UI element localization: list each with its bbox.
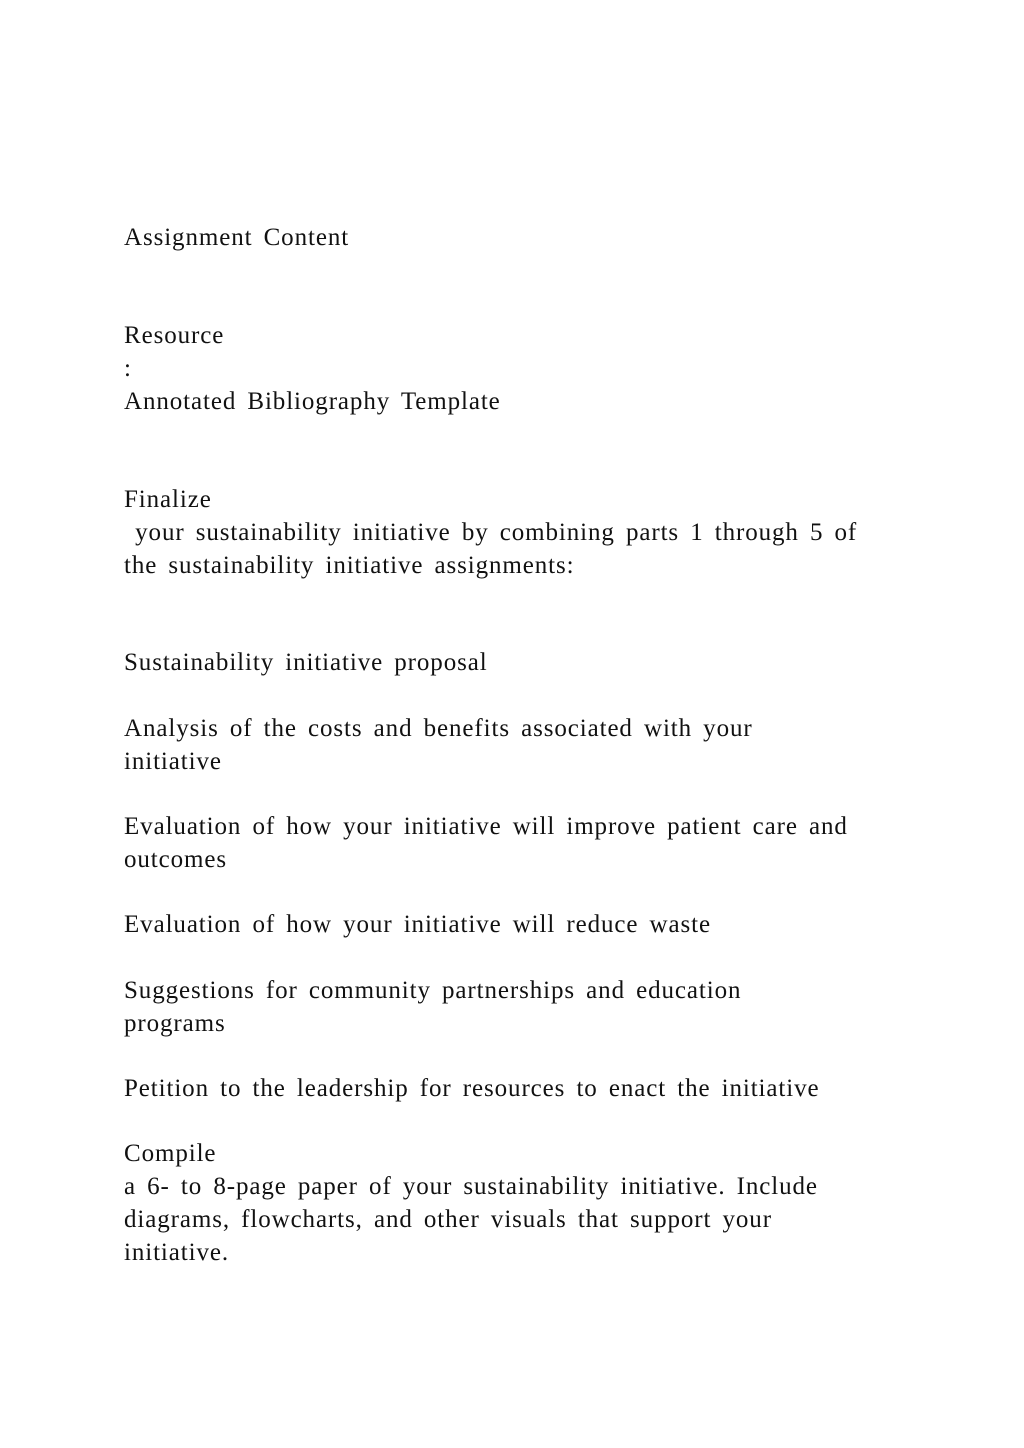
- finalize-text-line-1: your sustainability initiative by combining parts 1 through 5 of: [124, 519, 858, 546]
- resource-label: Resource: [124, 322, 225, 349]
- resource-separator: :: [124, 355, 132, 382]
- resource-link[interactable]: Annotated Bibliography Template: [124, 388, 501, 415]
- compile-text-line-1: a 6- to 8-page paper of your sustainability initiative. Include: [124, 1173, 818, 1200]
- compile-text-line-3: initiative.: [124, 1239, 230, 1266]
- list-item-continuation: outcomes: [124, 846, 228, 873]
- list-item: Evaluation of how your initiative will improve patient care and: [124, 813, 848, 840]
- finalize-lead: Finalize: [124, 486, 212, 513]
- compile-lead: Compile: [124, 1140, 217, 1167]
- compile-text-line-2: diagrams, flowcharts, and other visuals that support your: [124, 1206, 772, 1233]
- list-item-continuation: programs: [124, 1010, 226, 1037]
- list-item: Analysis of the costs and benefits associated with your: [124, 715, 753, 742]
- list-item: Petition to the leadership for resources to enact the initiative: [124, 1075, 820, 1102]
- assignment-title: Assignment Content: [124, 224, 350, 251]
- list-item: Suggestions for community partnerships and education: [124, 977, 742, 1004]
- list-item: Sustainability initiative proposal: [124, 649, 488, 676]
- list-item: Evaluation of how your initiative will reduce waste: [124, 911, 711, 938]
- list-item-continuation: initiative: [124, 748, 222, 775]
- finalize-text-line-2: the sustainability initiative assignments:: [124, 552, 575, 579]
